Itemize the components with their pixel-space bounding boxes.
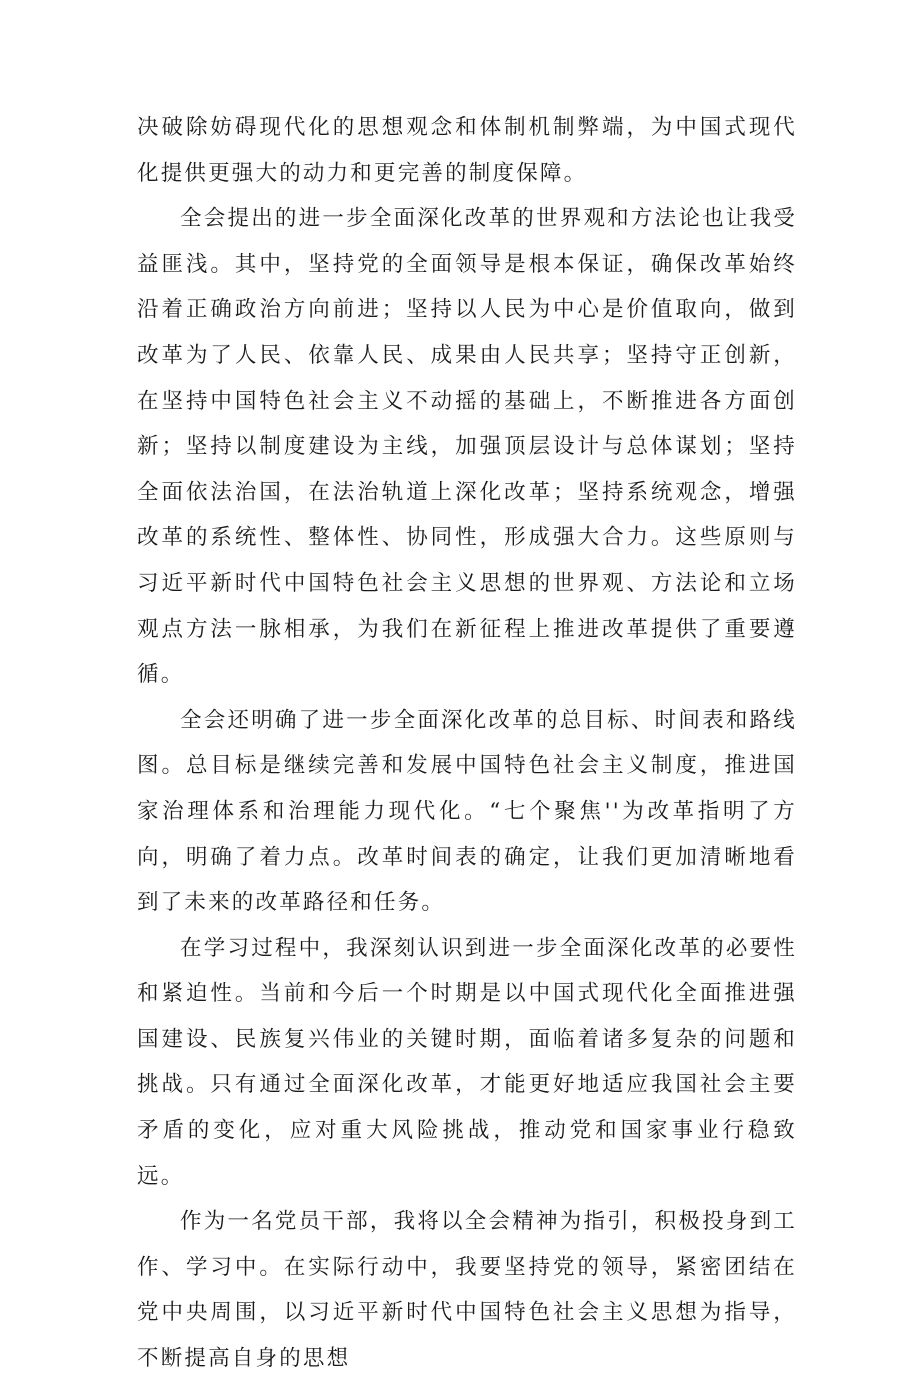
paragraph-methodology: 全会提出的进一步全面深化改革的世界观和方法论也让我受益匪浅。其中，坚持党的全面领导是根本保证，确保改革始终沿着正确政治方向前进；坚持以人民为中心是价值取向，做到改革为了人民、依靠人民、成果由人民共享；坚持守正创新，在坚持中国特色社会主义不动摇的基础上，不断推进各方面创新；坚持以制度建设为主线，加强顶层设计与总体谋划；坚持全面依法治国，在法治轨道上深化改革；坚持系统观念，增强改革的系统性、整体性、协同性，形成强大合力。这些原则与习近平新时代中国特色社会主义思想的世界观、方法论和立场观点方法一脉相承，为我们在新征程上推进改革提供了重要遵循。 bbox=[137, 206, 797, 688]
paragraph-commitment: 作为一名党员干部，我将以全会精神为指引，积极投身到工作、学习中。在实际行动中，我要坚持党的领导，紧密团结在党中央周围，以习近平新时代中国特色社会主义思想为指导，不断提高自身的思想 bbox=[137, 1209, 797, 1372]
paragraph-goals: 全会还明确了进一步全面深化改革的总目标、时间表和路线图。总目标是继续完善和发展中国特色社会主义制度，推进国家治理体系和治理能力现代化。“七个聚焦''为改革指明了方向，明确了着力点。改革时间表的确定，让我们更加清晰地看到了未来的改革路径和任务。 bbox=[137, 707, 797, 916]
body-text bbox=[137, 105, 797, 1382]
paragraph-necessity: 在学习过程中，我深刻认识到进一步全面深化改革的必要性和紧迫性。当前和今后一个时期是以中国式现代化全面推进强国建设、民族复兴伟业的关键时期，面临着诸多复杂的问题和挑战。只有通过全面深化改革，才能更好地适应我国社会主要矛盾的变化，应对重大风险挑战，推动党和国家事业行稳致远。 bbox=[137, 935, 797, 1189]
paragraph-continued: 决破除妨碍现代化的思想观念和体制机制弊端，为中国式现代化提供更强大的动力和更完善的制度保障。 bbox=[137, 115, 797, 186]
